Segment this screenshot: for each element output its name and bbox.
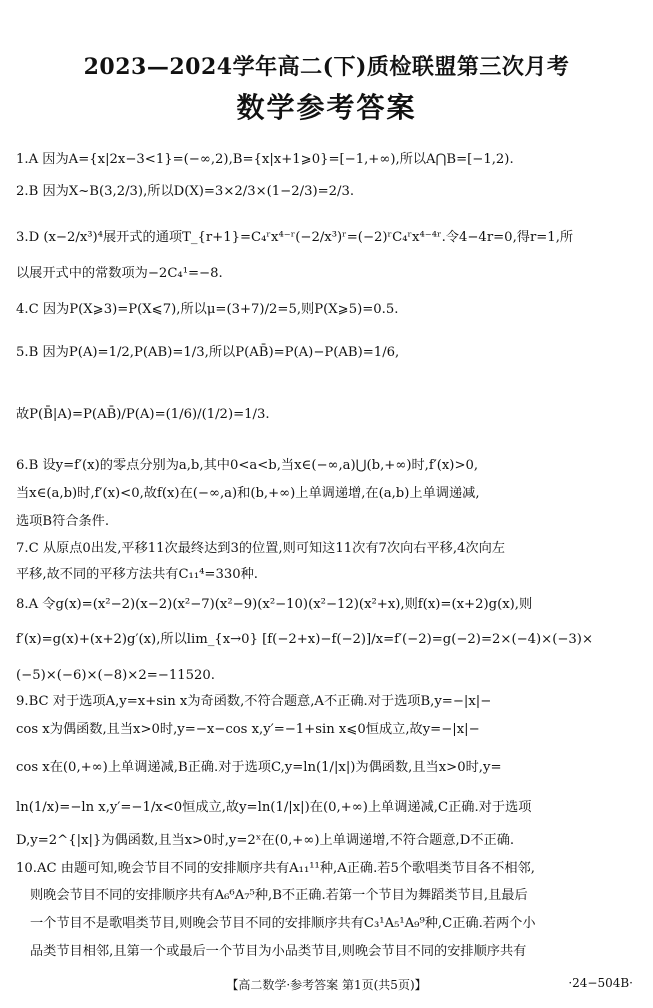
answer-line: 5.B 因为P(A)=1/2,P(AB)=1/3,所以P(AB̄)=P(A)−P(AB)=1/6, bbox=[16, 345, 400, 360]
answer-line: 10.AC 由题可知,晚会节目不同的安排顺序共有A₁₁¹¹种,A正确.若5个歌唱类节目各不相邻, bbox=[16, 861, 535, 876]
footer-code: ·24−504B· bbox=[568, 976, 633, 990]
answer-line: 当x∈(a,b)时,f′(x)<0,故f(x)在(−∞,a)和(b,+∞)上单调递增,在(a,b)上单调递减, bbox=[16, 486, 480, 501]
answer-line: 一个节目不是歌唱类节目,则晚会节目不同的安排顺序共有C₃¹A₅¹A₉⁹种,C正确.若两个小 bbox=[30, 916, 536, 931]
answer-line: 2.B 因为X~B(3,2/3),所以D(X)=3×2/3×(1−2/3)=2/3. bbox=[16, 184, 355, 199]
answer-key-title: 数学参考答案 bbox=[236, 91, 417, 124]
answer-line: 以展开式中的常数项为−2C₄¹=−8. bbox=[16, 266, 223, 281]
answer-line: D,y=2^{|x|}为偶函数,且当x>0时,y=2ˣ在(0,+∞)上单调递增,不符合题意,D不正确. bbox=[16, 833, 515, 848]
exam-title: 2023—2024学年高二(下)质检联盟第三次月考 bbox=[83, 54, 570, 80]
answer-line: 8.A 令g(x)=(x²−2)(x−2)(x²−7)(x²−9)(x²−10)(x²−12)(x²+x),则f(x)=(x+2)g(x),则 bbox=[16, 597, 533, 612]
answer-line: 7.C 从原点0出发,平移11次最终达到3的位置,则可知这11次有7次向右平移,4次向左 bbox=[16, 541, 505, 556]
answer-line: 选项B符合条件. bbox=[16, 514, 110, 529]
answer-line: (−5)×(−6)×(−8)×2=−11520. bbox=[16, 668, 215, 683]
answer-line: 则晚会节目不同的安排顺序共有A₆⁶A₇⁵种,B不正确.若第一个节目为舞蹈类节目,且最后 bbox=[30, 888, 528, 903]
answer-line: 平移,故不同的平移方法共有C₁₁⁴=330种. bbox=[16, 567, 258, 582]
answer-line: 4.C 因为P(X⩾3)=P(X⩽7),所以μ=(3+7)/2=5,则P(X⩾5)=0.5. bbox=[16, 302, 399, 317]
answer-line: cos x为偶函数,且当x>0时,y=−x−cos x,y′=−1+sin x⩽0恒成立,故y=−|x|− bbox=[16, 722, 480, 737]
answer-line: f′(x)=g(x)+(x+2)g′(x),所以lim_{x→0} [f(−2+x)−f(−2)]/x=f′(−2)=g(−2)=2×(−4)×(−3)× bbox=[16, 632, 594, 647]
answer-line: 品类节目相邻,且第一个或最后一个节目为小品类节目,则晚会节目不同的安排顺序共有 bbox=[30, 944, 527, 959]
answer-line: 9.BC 对于选项A,y=x+sin x为奇函数,不符合题意,A不正确.对于选项B,y=−|x|− bbox=[16, 694, 492, 709]
answer-line: 故P(B̄|A)=P(AB̄)/P(A)=(1/6)/(1/2)=1/3. bbox=[16, 407, 270, 422]
answer-line: cos x在(0,+∞)上单调递减,B正确.对于选项C,y=ln(1/|x|)为偶函数,且当x>0时,y= bbox=[16, 760, 502, 775]
answer-line: 3.D (x−2/x³)⁴展开式的通项T_{r+1}=C₄ʳx⁴⁻ʳ(−2/x³)ʳ=(−2)ʳC₄ʳx⁴⁻⁴ʳ.令4−4r=0,得r=1,所 bbox=[16, 230, 574, 245]
answer-line: ln(1/x)=−ln x,y′=−1/x<0恒成立,故y=ln(1/|x|)在(0,+∞)上单调递减,C正确.对于选项 bbox=[16, 800, 532, 815]
footer-center: 【高二数学·参考答案 第1页(共5页)】 bbox=[226, 978, 427, 992]
answer-line: 6.B 设y=f′(x)的零点分别为a,b,其中0<a<b,当x∈(−∞,a)⋃(b,+∞)时,f′(x)>0, bbox=[16, 458, 479, 473]
answer-line: 1.A 因为A={x|2x−3<1}=(−∞,2),B={x|x+1⩾0}=[−1,+∞),所以A⋂B=[−1,2). bbox=[16, 152, 514, 167]
